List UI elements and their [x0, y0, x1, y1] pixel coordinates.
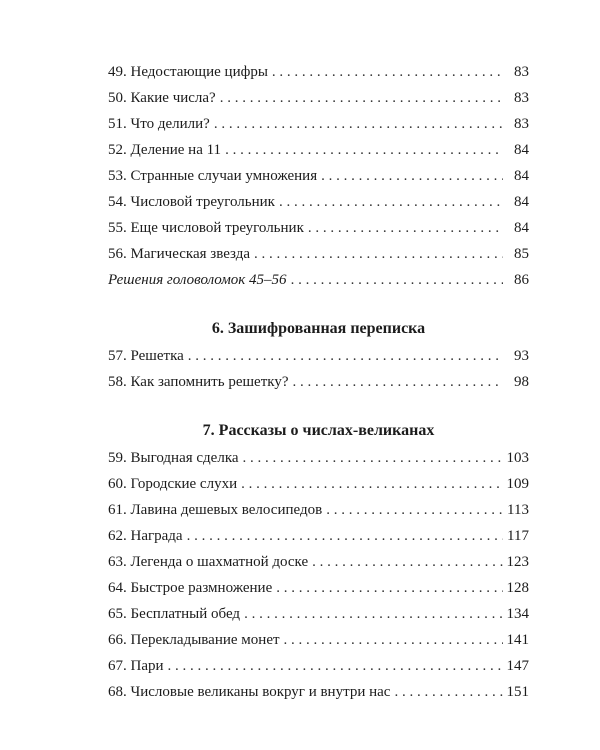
toc-entry-67[interactable]	[108, 654, 529, 678]
toc-entry-title: 64. Быстрое размножение	[108, 580, 273, 596]
dot-leader	[168, 654, 503, 678]
toc-entry-title: 57. Решетка	[108, 348, 184, 364]
toc-entry-title: 52. Деление на 11	[108, 142, 222, 158]
toc-entry-page: 84	[514, 142, 529, 158]
toc-entry-page: 103	[506, 450, 529, 466]
toc-entry-52[interactable]	[108, 138, 529, 162]
dot-leader	[321, 164, 503, 188]
toc-entry-56[interactable]	[108, 242, 529, 266]
dot-leader	[308, 216, 503, 240]
dot-leader	[394, 680, 502, 704]
dot-leader	[214, 112, 503, 136]
toc-entry-title: 66. Перекладывание монет	[108, 632, 280, 648]
toc-entry-title: 53. Странные случаи умножения	[108, 168, 318, 184]
dot-leader	[243, 446, 503, 470]
dot-leader	[244, 602, 502, 626]
toc-entry-page: 86	[514, 272, 529, 288]
toc-entry-title: 68. Числовые великаны вокруг и внутри нас	[108, 684, 391, 700]
section-heading-7: 7. Рассказы о числах-великанах	[202, 422, 435, 439]
dot-leader	[254, 242, 503, 266]
dot-leader	[225, 138, 503, 162]
toc-entry-65[interactable]	[108, 602, 529, 626]
toc-entry-62[interactable]	[108, 524, 529, 548]
toc-entry-title: 56. Магическая звезда	[108, 246, 250, 262]
toc-entry-page: 109	[506, 476, 529, 492]
toc-entry-page: 141	[506, 632, 529, 648]
dot-leader	[312, 550, 502, 574]
toc-entry-solutions-45-56[interactable]	[108, 268, 529, 292]
toc-entry-title: 51. Что делили?	[108, 116, 210, 132]
toc-entry-page: 83	[514, 64, 529, 80]
toc-entry-title: 54. Числовой треугольник	[108, 194, 275, 210]
toc-entry-page: 117	[507, 528, 529, 544]
toc-entry-page: 85	[514, 246, 529, 262]
toc-entry-page: 128	[506, 580, 529, 596]
dot-leader	[326, 498, 503, 522]
dot-leader	[284, 628, 503, 652]
dot-leader	[292, 370, 503, 394]
toc-entry-66[interactable]	[108, 628, 529, 652]
toc-entry-50[interactable]	[108, 86, 529, 110]
table-of-contents	[108, 60, 529, 706]
toc-entry-page: 93	[514, 348, 529, 364]
toc-entry-61[interactable]	[108, 498, 529, 522]
toc-entry-title: 60. Городские слухи	[108, 476, 238, 492]
toc-entry-title: 55. Еще числовой треугольник	[108, 220, 304, 236]
dot-leader	[272, 60, 503, 84]
toc-entry-58[interactable]	[108, 370, 529, 394]
toc-entry-49[interactable]	[108, 60, 529, 84]
toc-entry-page: 84	[514, 168, 529, 184]
toc-group-section-7	[108, 446, 529, 704]
toc-group-section-6	[108, 344, 529, 394]
dot-leader	[187, 524, 503, 548]
toc-entry-title: 63. Легенда о шахматной доске	[108, 554, 309, 570]
toc-entry-title: 59. Выгодная сделка	[108, 450, 239, 466]
dot-leader	[220, 86, 503, 110]
toc-entry-page: 83	[514, 116, 529, 132]
toc-entry-title: 62. Награда	[108, 528, 183, 544]
toc-entry-page: 84	[514, 220, 529, 236]
toc-entry-57[interactable]	[108, 344, 529, 368]
toc-entry-title: 58. Как запомнить решетку?	[108, 374, 289, 390]
toc-entry-page: 113	[507, 502, 529, 518]
toc-entry-title: 49. Недостающие цифры	[108, 64, 268, 80]
toc-entry-title: 67. Пари	[108, 658, 164, 674]
toc-entry-60[interactable]	[108, 472, 529, 496]
section-heading-6: 6. Зашифрованная переписка	[211, 320, 426, 337]
toc-entry-title: 61. Лавина дешевых велосипедов	[108, 502, 323, 518]
toc-group-puzzles-49-56	[108, 60, 529, 292]
dot-leader	[276, 576, 502, 600]
toc-entry-title: 65. Бесплатный обед	[108, 606, 241, 622]
dot-leader	[291, 268, 503, 292]
dot-leader	[279, 190, 503, 214]
toc-entry-51[interactable]	[108, 112, 529, 136]
toc-entry-page: 147	[506, 658, 529, 674]
toc-entry-title: Решения головоломок 45–56	[108, 272, 287, 288]
toc-entry-54[interactable]	[108, 190, 529, 214]
toc-entry-64[interactable]	[108, 576, 529, 600]
toc-entry-53[interactable]	[108, 164, 529, 188]
toc-entry-page: 83	[514, 90, 529, 106]
toc-entry-68[interactable]	[108, 680, 529, 704]
toc-entry-page: 151	[506, 684, 529, 700]
toc-entry-title: 50. Какие числа?	[108, 90, 216, 106]
toc-entry-page: 134	[506, 606, 529, 622]
toc-entry-page: 98	[514, 374, 529, 390]
toc-entry-59[interactable]	[108, 446, 529, 470]
toc-entry-page: 84	[514, 194, 529, 210]
toc-entry-55[interactable]	[108, 216, 529, 240]
dot-leader	[241, 472, 502, 496]
toc-entry-63[interactable]	[108, 550, 529, 574]
dot-leader	[188, 344, 503, 368]
toc-entry-page: 123	[506, 554, 529, 570]
